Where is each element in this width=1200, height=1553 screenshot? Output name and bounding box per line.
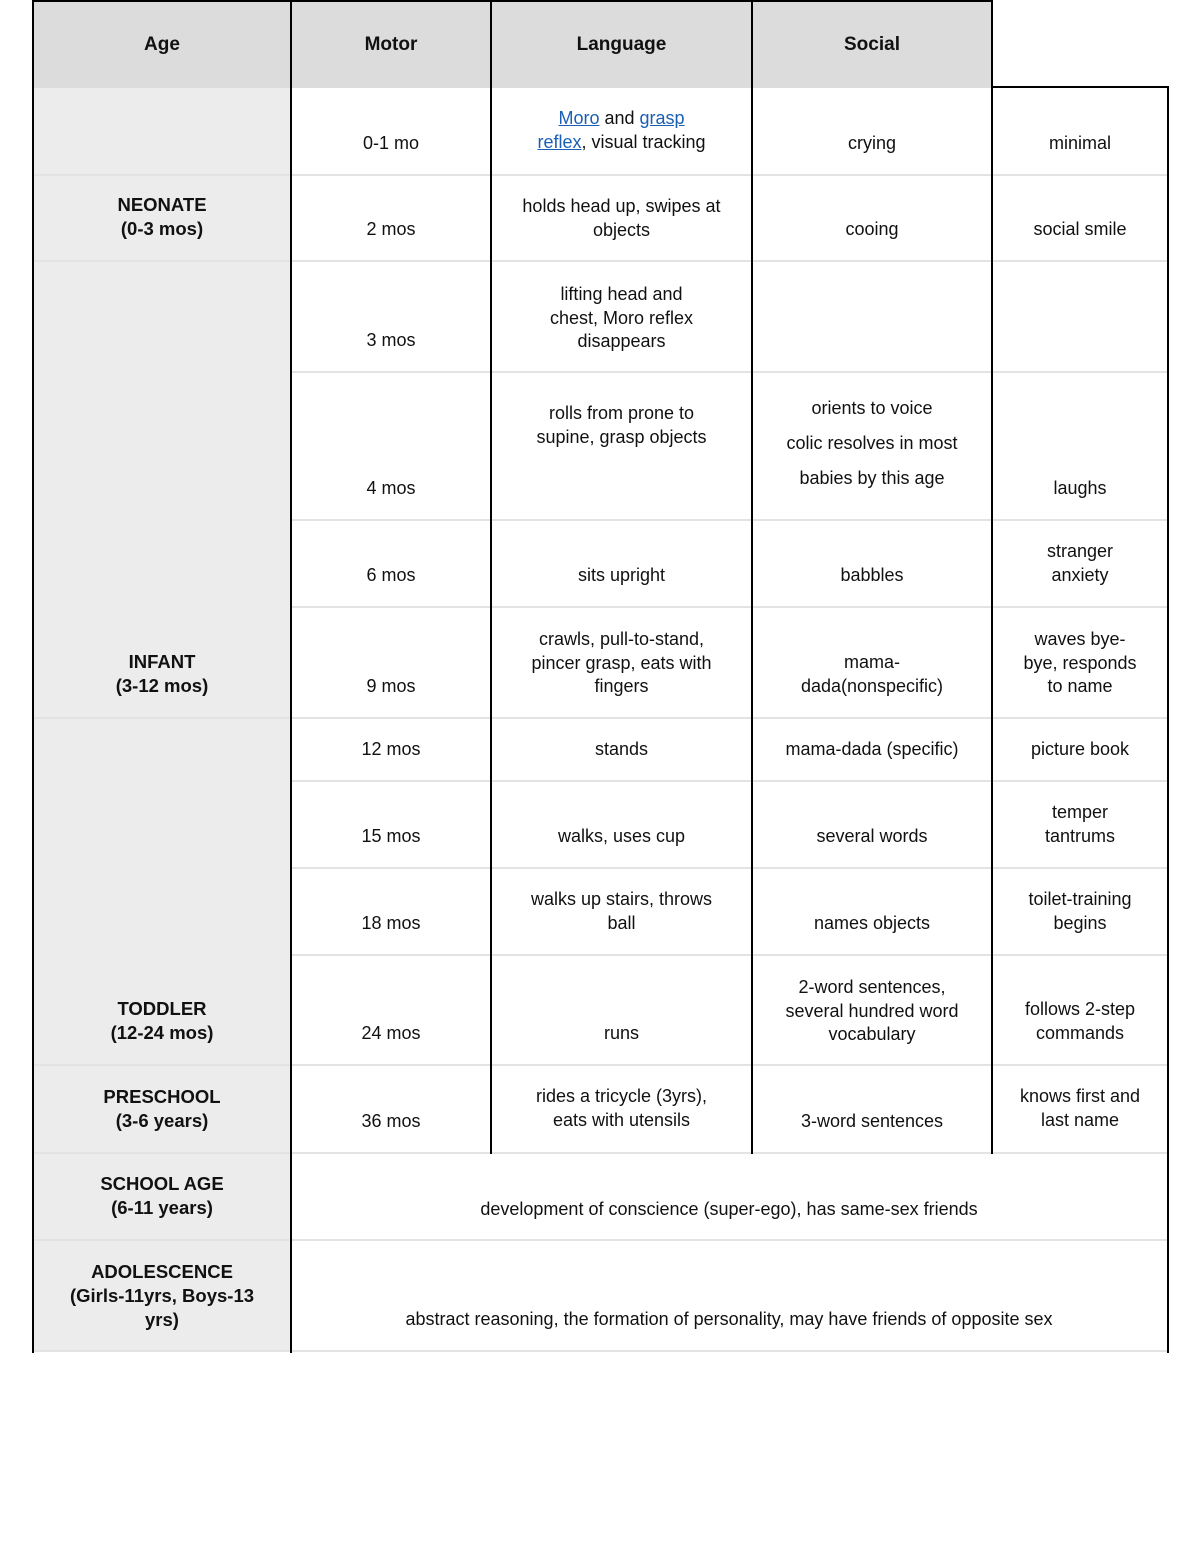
row-age-cell: 9 mos [366, 675, 416, 696]
row-divider [34, 1152, 1167, 1154]
language-line: vocabulary [828, 1024, 916, 1044]
row-language-cell: babbles [840, 564, 904, 585]
motor-line: pincer grasp, eats with [531, 652, 712, 673]
motor-line: fingers [594, 676, 649, 696]
row-social-cell [993, 956, 1167, 1065]
motor-line: rolls from prone to [548, 403, 695, 423]
row-divider [34, 174, 1167, 176]
moro-link[interactable]: Moro [558, 108, 600, 128]
row-social-cell: laughs [1053, 477, 1107, 498]
column-divider [991, 0, 993, 1154]
school-age-description: development of conscience (super-ego), has same-sex friends [480, 1199, 978, 1219]
row-age-cell: 15 mos [361, 825, 421, 846]
row-divider [34, 1350, 1167, 1352]
row-motor-cell: walks, uses cup [557, 825, 686, 846]
age-group-range: (Girls-11yrs, Boys-13 [69, 1285, 255, 1306]
row-divider [292, 867, 1167, 869]
language-line: several hundred word [785, 1000, 959, 1021]
row-divider [34, 260, 1167, 262]
table-top-border [32, 0, 993, 2]
motor-line: lifting head and [560, 284, 683, 304]
row-age-cell: 3 mos [366, 329, 416, 350]
age-group-adolescence [34, 1241, 290, 1351]
row-social-cell [993, 1066, 1167, 1153]
row-social-cell [993, 262, 1167, 372]
row-motor-cell: sits upright [577, 564, 666, 585]
row-divider [34, 717, 1167, 719]
row-social-cell: picture book [1030, 739, 1130, 760]
motor-line: supine, grasp objects [536, 426, 707, 447]
social-line: last name [1040, 1109, 1120, 1130]
row-motor-cell [492, 608, 751, 718]
social-line: tantrums [1044, 825, 1116, 846]
social-line: begins [1053, 912, 1107, 933]
row-language-cell [753, 262, 991, 372]
social-line: bye, responds [1023, 652, 1137, 673]
grasp-link[interactable]: grasp [639, 108, 685, 128]
row-age-cell: 6 mos [366, 564, 416, 585]
row-language-cell: mama-dada (specific) [785, 739, 959, 760]
row-divider [292, 371, 1167, 373]
social-line: toilet-training [1028, 889, 1132, 909]
column-divider [290, 0, 292, 1353]
row-age-cell: 12 mos [361, 739, 421, 760]
row-age-cell: 2 mos [366, 218, 416, 239]
motor-text: and [599, 108, 640, 128]
age-group-range-cont: yrs) [145, 1309, 179, 1330]
row-motor-cell [492, 1066, 751, 1153]
table-right-border [1167, 86, 1169, 1353]
row-age-cell: 36 mos [361, 1110, 421, 1131]
row-language-cell: several words [816, 825, 928, 846]
social-line: temper [1051, 802, 1109, 822]
social-line: waves bye- [1034, 629, 1126, 649]
column-divider [490, 0, 492, 1154]
row-social-cell [993, 521, 1167, 607]
language-line: mama- [843, 652, 900, 672]
motor-line-1 [558, 107, 684, 131]
row-language-cell: cooing [845, 218, 899, 239]
row-motor-cell [492, 88, 751, 175]
age-group-range: (3-12 mos) [115, 675, 209, 696]
table-left-border [32, 0, 34, 1353]
language-line: babies by this age [799, 468, 945, 488]
age-group-range: (0-3 mos) [120, 218, 204, 239]
social-line: anxiety [1051, 564, 1109, 585]
row-social-cell: social smile [1033, 218, 1127, 239]
row-language-cell [753, 608, 991, 718]
row-language-cell [753, 373, 991, 520]
column-divider [751, 0, 753, 1154]
row-motor-cell: runs [603, 1022, 639, 1043]
motor-line: crawls, pull-to-stand, [538, 629, 705, 649]
adolescence-description: abstract reasoning, the formation of personality, may have friends of opposite sex [405, 1309, 1053, 1329]
header-motor: Motor [292, 2, 490, 88]
row-motor-cell [492, 373, 751, 520]
row-age-cell: 0-1 mo [362, 132, 420, 153]
row-social-cell [993, 869, 1167, 955]
age-group-school-age [34, 1154, 290, 1239]
row-age-cell: 24 mos [361, 1022, 421, 1043]
row-social-cell: minimal [1048, 132, 1111, 153]
age-group-name: TODDLER [117, 998, 207, 1019]
motor-line-2 [537, 131, 705, 155]
row-motor-cell [492, 869, 751, 955]
row-motor-cell [492, 176, 751, 261]
header-social: Social [753, 2, 991, 88]
header-age: Age [34, 2, 290, 88]
row-divider [34, 1064, 1167, 1066]
row-motor-cell: stands [594, 739, 649, 760]
age-group-name: ADOLESCENCE [91, 1261, 233, 1282]
motor-line: eats with utensils [552, 1109, 691, 1130]
age-group-name: NEONATE [117, 194, 207, 215]
motor-line: walks up stairs, throws [530, 889, 713, 909]
age-group-preschool [34, 1066, 290, 1152]
row-divider [292, 519, 1167, 521]
age-group-infant [34, 262, 290, 718]
social-line: commands [1035, 1022, 1125, 1043]
row-language-cell: crying [847, 132, 896, 153]
age-group-name: SCHOOL AGE [100, 1173, 224, 1194]
extra-column-top-border [993, 86, 1169, 88]
age-group-range: (6-11 years) [111, 1197, 213, 1218]
row-divider [292, 780, 1167, 782]
row-divider [292, 954, 1167, 956]
motor-line: objects [592, 219, 651, 240]
row-motor-cell [492, 262, 751, 372]
row-language-cell: 3-word sentences [800, 1110, 944, 1131]
header-language: Language [492, 2, 751, 88]
row-age-cell: 4 mos [366, 477, 416, 498]
row-language-cell [753, 956, 991, 1065]
social-line: to name [1047, 676, 1113, 696]
age-group-range: (12-24 mos) [110, 1022, 214, 1043]
row-social-cell [993, 782, 1167, 868]
reflex-link[interactable]: reflex [537, 131, 582, 152]
motor-line: ball [607, 912, 636, 933]
social-line: stranger [1046, 541, 1114, 561]
language-line: colic resolves in most [786, 433, 958, 453]
social-line: knows first and [1019, 1086, 1141, 1106]
language-line: dada(nonspecific) [800, 675, 944, 696]
row-divider [34, 1239, 1167, 1241]
row-social-cell [993, 608, 1167, 718]
row-language-cell: names objects [813, 912, 931, 933]
social-line: follows 2-step [1024, 999, 1136, 1019]
age-group-name: PRESCHOOL [103, 1086, 221, 1107]
age-group-name: INFANT [128, 651, 196, 672]
motor-line: holds head up, swipes at [522, 196, 721, 216]
language-line: orients to voice [811, 398, 933, 418]
language-line: 2-word sentences, [798, 977, 946, 997]
age-group-toddler [34, 719, 290, 1065]
motor-line: chest, Moro reflex [549, 307, 694, 328]
row-age-cell: 18 mos [361, 912, 421, 933]
motor-line: rides a tricycle (3yrs), [535, 1086, 708, 1106]
age-group-range: (3-6 years) [115, 1110, 209, 1131]
motor-line: disappears [577, 331, 666, 351]
row-divider [292, 606, 1167, 608]
motor-text: , visual tracking [581, 131, 706, 152]
